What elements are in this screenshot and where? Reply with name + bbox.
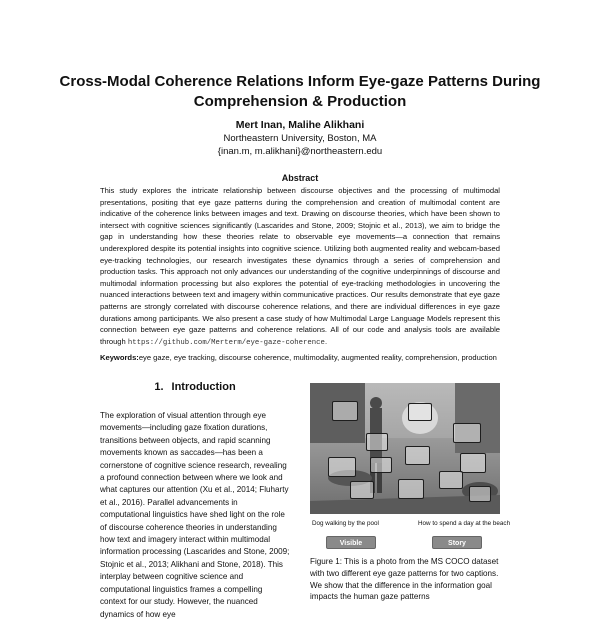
- visible-button[interactable]: Visible: [326, 536, 376, 549]
- intro-section-number: 1.: [154, 381, 164, 393]
- paper-affiliation: Northeastern University, Boston, MA: [223, 133, 377, 144]
- gaze-eye-icon: [469, 486, 491, 502]
- code-url-link[interactable]: https://github.com/Merterm/eye-gaze-coherence: [127, 338, 325, 347]
- keywords: [100, 352, 500, 364]
- intro-heading: [100, 381, 290, 393]
- keywords-label: Keywords:: [100, 353, 139, 362]
- figure-caption-left: Dog walking by the pool: [312, 520, 379, 527]
- gaze-eye-icon: [460, 453, 486, 473]
- gaze-eye-icon: [370, 457, 392, 473]
- gaze-eye-icon: [350, 481, 374, 499]
- gaze-eye-icon: [328, 457, 356, 477]
- gaze-eye-icon: [366, 433, 388, 451]
- abstract-heading: Abstract: [281, 173, 319, 183]
- paper-authors: Mert Inan, Malihe Alikhani: [235, 119, 365, 131]
- abstract-end: .: [324, 336, 328, 346]
- intro-body: The exploration of visual attention through eye movements—including gaze fixation durations, transitions between objects, and rapid scanning movements known as saccades—has been a cornerstone of cognitive science research, revealing a profound connection between where we look and what captures our attention (Xu et al., 2014; Fluharty et al., 2016). Parallel advancements in computational linguistics have shed light on the role of discourse coherence theories in understanding how text and imagery interact within multimodal information processing (Lascarides and Stone, 2009; Stojnic et al., 2013; Alikhani and Stone, 2018). This interplay between cognitive science and computational linguistics frames a compelling context for our study. However, the nuanced dynamics of how eye: [100, 411, 290, 619]
- paper-title: Cross-Modal Coherence Relations Inform Eye-gaze Patterns During Comprehension & Production: [59, 73, 541, 110]
- figure-caption-right: How to spend a day at the beach: [418, 520, 511, 527]
- gaze-eye-icon: [408, 403, 432, 421]
- gaze-eye-icon: [332, 401, 358, 421]
- figure-caption: Figure 1: This is a photo from the MS COCO dataset with two different eye gaze patterns for two captions. We show that the difference in the information goal impacts the human gaze patterns: [310, 557, 499, 602]
- story-button[interactable]: Story: [432, 536, 482, 549]
- gaze-eye-icon: [405, 446, 430, 465]
- gaze-eye-icon: [398, 479, 424, 499]
- keywords-text: eye gaze, eye tracking, discourse coherence, multimodality, augmented reality, comprehension, production: [138, 353, 497, 362]
- paper-email: {inan.m, m.alikhani}@northeastern.edu: [217, 146, 383, 157]
- figure-photo: [310, 383, 500, 514]
- gaze-eye-icon: [453, 423, 481, 443]
- abstract-body: [100, 185, 500, 349]
- abstract-text: This study explores the intricate relationship between discourse objectives and the processing of multimodal presentations, positing that eye gaze patterns during the comprehension and creation of multimodal content are indicative of the coherence links between images and text. Drawing on discourse theories, which have been shown to intersect with cognitive sciences significantly (Lascarides and Stone, 2009; Stojnic et al., 2013), we aim to bridge the gap in understanding how these theories relate to observable eye movements—a connection that remains underexplored despite its potential insights into cognitive science. Utilizing both augmented reality and webcam-based eye-tracking technologies, our research investigates these dynamics through a series of comprehension and production tasks. This approach not only advances our understanding of the cognitive underpinnings of discourse and multimodal information processing but also explores the potential of eye-tracking methodologies in uncovering the nuanced interactions between text and imagery within communicative practices. Our results demonstrate that eye gaze patterns are strongly correlated with discourse coherence relations, and there are individual differences in eye gaze durations among participants. We also present a case study of how Multimodal Large Language Models represent this connection between eye gaze patterns and coherence relations. All of our code and analysis tools are available through: [100, 186, 500, 346]
- gaze-eye-icon: [439, 471, 463, 489]
- intro-section-title: Introduction: [171, 381, 236, 393]
